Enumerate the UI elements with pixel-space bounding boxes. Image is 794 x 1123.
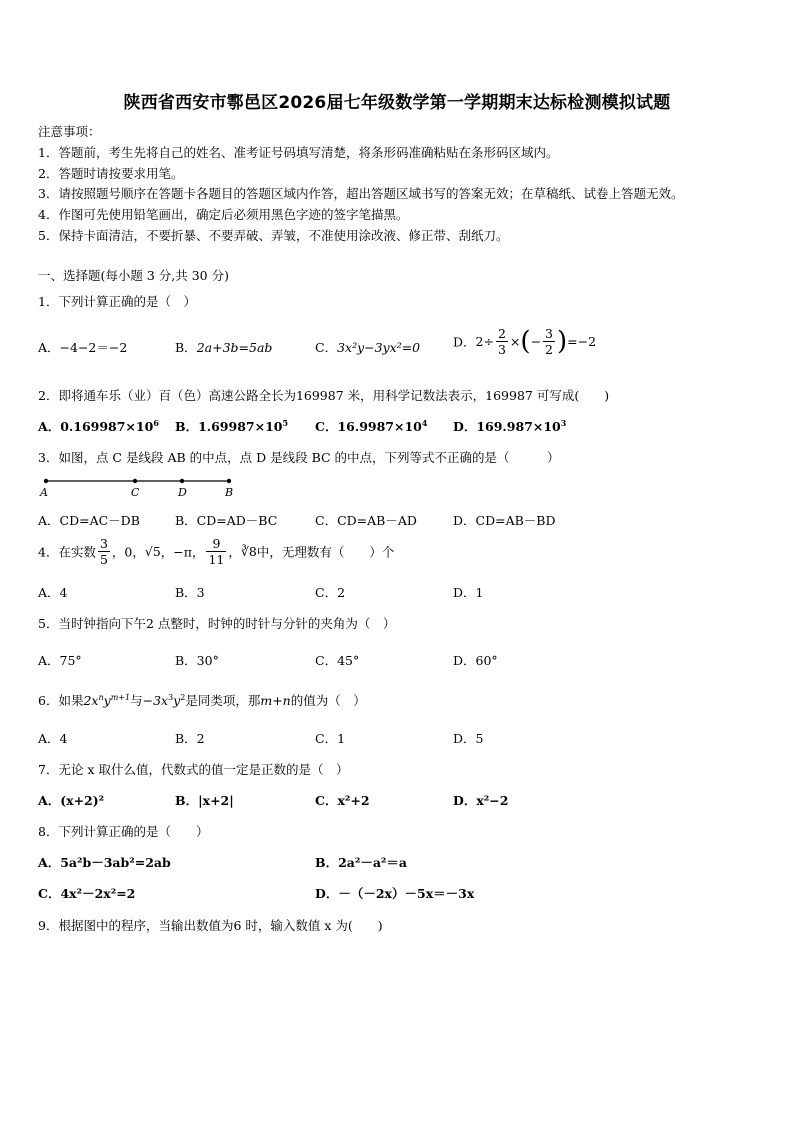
q2-option-b-exp: 5 xyxy=(282,417,289,428)
notice-item-5: 5．保持卡面清洁，不要折暴、不要弄破、弄皱，不准使用涂改液、修正带、刮纸刀。 xyxy=(38,228,509,243)
q4-option-a: A．4 xyxy=(38,585,68,600)
notice-item-2: 2．答题时请按要求用笔。 xyxy=(38,166,184,181)
q1-d-lparen: ( xyxy=(520,326,531,357)
q6-term1-y: y xyxy=(103,693,111,708)
q1-d-fraction-1 xyxy=(496,326,508,357)
q2-option-b-text: B．1.69987×10 xyxy=(175,419,283,434)
point-a-label: A xyxy=(40,486,48,499)
point-b-label: B xyxy=(225,486,234,499)
q4-cbrt8: ∛8 xyxy=(240,544,257,559)
q6-term1-exp-x: n xyxy=(98,692,104,702)
q1-option-c-label: C． xyxy=(315,340,338,355)
q1-d-prefix: 2÷ xyxy=(475,334,494,349)
q6-term2-exp-x: 3 xyxy=(168,692,174,702)
q7-option-b: B．|x+2| xyxy=(175,793,234,808)
q2-option-d xyxy=(453,417,566,435)
q1-option-b xyxy=(175,338,272,356)
q2-option-c xyxy=(315,417,427,435)
question-7-stem: 7．无论 x 取什么值，代数式的值一定是正数的是（ ） xyxy=(38,762,349,777)
page-title: 陕西省西安市鄠邑区2026届七年级数学第一学期期末达标检测模拟试题 xyxy=(123,93,671,113)
q6-term1-exp-y: m+1 xyxy=(110,692,131,702)
q4-f2-den: 11 xyxy=(208,552,225,567)
q3-option-b: B．CD=AD－BC xyxy=(175,513,278,528)
q2-option-a-exp: 6 xyxy=(153,417,159,428)
q7-option-a: A．(x+2)² xyxy=(38,793,105,808)
q6-stem-mid2: 是同类项，那 xyxy=(185,693,261,708)
q6-mid: 与 xyxy=(130,693,143,708)
q4-mid3: ， xyxy=(228,544,241,560)
q1-option-a xyxy=(38,338,127,356)
question-3-stem: 3．如图，点 C 是线段 AB 的中点，点 D 是线段 BC 的中点，下列等式不正确的是（ ） xyxy=(38,450,560,465)
q1-d-minus: − xyxy=(530,334,542,349)
q1-option-b-label: B． xyxy=(175,340,197,355)
question-8-stem: 8．下列计算正确的是（ ） xyxy=(38,824,209,839)
point-a-dot xyxy=(44,479,48,483)
q1-option-c xyxy=(315,338,420,356)
q4-stem-prefix: 4．在实数 xyxy=(38,544,96,560)
q2-option-d-text: D．169.987×10 xyxy=(453,419,561,434)
section-heading: 一、选择题(每小题 3 分,共 30 分) xyxy=(38,268,229,283)
question-1-stem: 1．下列计算正确的是（ ） xyxy=(38,294,196,309)
notice-heading: 注意事项： xyxy=(38,124,101,139)
q6-stem-suffix: 的值为（ ） xyxy=(290,693,366,708)
q4-f2-num: 9 xyxy=(206,536,226,552)
q7-option-d: D．x²−2 xyxy=(453,793,509,808)
q1-d-num1: 2 xyxy=(497,326,506,341)
q1-option-c-text: 3x²y−3yx²=0 xyxy=(337,340,421,355)
notice-item-3: 3．请按照题号顺序在答题卡各题目的答题区域内作答，超出答题区域书写的答案无效；在草稿纸、试卷上答题无效。 xyxy=(38,186,684,201)
q1-option-d-label: D． xyxy=(453,334,476,350)
q8-option-d: D．－（－2x）－5x＝－3x xyxy=(315,886,475,901)
q1-d-rparen: ) xyxy=(557,326,568,357)
q2-option-a-text: A．0.169987×10 xyxy=(38,419,154,434)
question-2-stem: 2．即将通车乐（业）百（色）高速公路全长为169987 米，用科学记数法表示，169987 可写成( ) xyxy=(38,388,610,403)
q6-stem-prefix: 6．如果 xyxy=(38,693,84,708)
q4-mid2: ，−π， xyxy=(160,544,205,560)
point-d-dot xyxy=(180,479,184,483)
question-4-stem xyxy=(38,536,394,567)
q3-option-d: D．CD=AB－BD xyxy=(453,513,556,528)
q7-option-c: C．x²+2 xyxy=(315,793,370,808)
q2-option-b xyxy=(175,417,288,435)
q6-option-d: D．5 xyxy=(453,731,484,746)
q5-option-c: C．45° xyxy=(315,653,360,668)
q4-f1-num: 3 xyxy=(99,536,108,551)
q3-option-c: C．CD=AB－AD xyxy=(315,513,417,528)
q1-option-b-text: 2a+3b=5ab xyxy=(196,340,273,355)
q2-option-a xyxy=(38,417,159,435)
q4-sqrt5: √5 xyxy=(144,544,161,559)
point-d-label: D xyxy=(178,486,187,499)
q6-option-c: C．1 xyxy=(315,731,346,746)
q4-option-c: C．2 xyxy=(315,585,346,600)
q6-term2-exp-y: 2 xyxy=(180,692,186,702)
q4-stem-suffix: 中，无理数有（ ）个 xyxy=(256,544,395,560)
point-b-dot xyxy=(227,479,231,483)
q3-option-a: A．CD=AC－DB xyxy=(38,513,140,528)
question-5-stem: 5．当时钟指向下午2 点整时，时钟的时针与分针的夹角为（ ） xyxy=(38,616,396,631)
q1-option-a-text: −4−2＝−2 xyxy=(59,340,128,355)
q2-option-d-exp: 3 xyxy=(560,417,567,428)
q4-fraction-3-5 xyxy=(98,536,110,567)
q8-option-b: B．2a²－a²＝a xyxy=(315,855,408,870)
point-c-dot xyxy=(133,479,137,483)
q1-d-den2: 2 xyxy=(545,342,553,357)
line-segment-figure xyxy=(38,474,248,502)
notice-item-4: 4．作图可先使用铅笔画出，确定后必须用黑色字迹的签字笔描黑。 xyxy=(38,207,409,222)
q2-option-c-exp: 4 xyxy=(421,417,428,428)
q1-d-suffix: =−2 xyxy=(567,334,597,349)
q4-fraction-9-11 xyxy=(206,536,226,567)
question-9-stem: 9．根据图中的程序，当输出数值为6 时，输入数值 x 为( ) xyxy=(38,918,383,933)
q1-d-times: × xyxy=(509,334,521,349)
q4-f1-den: 5 xyxy=(99,552,108,567)
q4-mid1: ，0， xyxy=(111,544,145,560)
q8-option-a: A．5a²b－3ab²=2ab xyxy=(38,855,171,870)
q6-term1: 2x xyxy=(83,693,99,708)
q1-d-num2: 3 xyxy=(545,326,553,341)
q6-expr: m+n xyxy=(260,693,291,708)
q6-term2: −3x xyxy=(142,693,169,708)
q1-d-den1: 3 xyxy=(497,342,506,357)
q6-option-b: B．2 xyxy=(175,731,205,746)
q5-option-d: D．60° xyxy=(453,653,498,668)
q1-option-d xyxy=(453,326,596,357)
q4-option-b: B．3 xyxy=(175,585,205,600)
q6-option-a: A．4 xyxy=(38,731,68,746)
q1-d-fraction-2 xyxy=(543,326,555,357)
question-6-stem xyxy=(38,691,366,709)
q6-term2-y: y xyxy=(173,693,181,708)
q8-option-c: C．4x²－2x²=2 xyxy=(38,886,136,901)
notice-item-1: 1．答题前，考生先将自己的姓名、准考证号码填写清楚，将条形码准确粘贴在条形码区域内。 xyxy=(38,145,559,160)
q2-option-c-text: C．16.9987×10 xyxy=(315,419,422,434)
q4-option-d: D．1 xyxy=(453,585,484,600)
q5-option-a: A．75° xyxy=(38,653,82,668)
q5-option-b: B．30° xyxy=(175,653,219,668)
q1-option-a-label: A． xyxy=(38,340,60,355)
point-c-label: C xyxy=(131,486,140,499)
